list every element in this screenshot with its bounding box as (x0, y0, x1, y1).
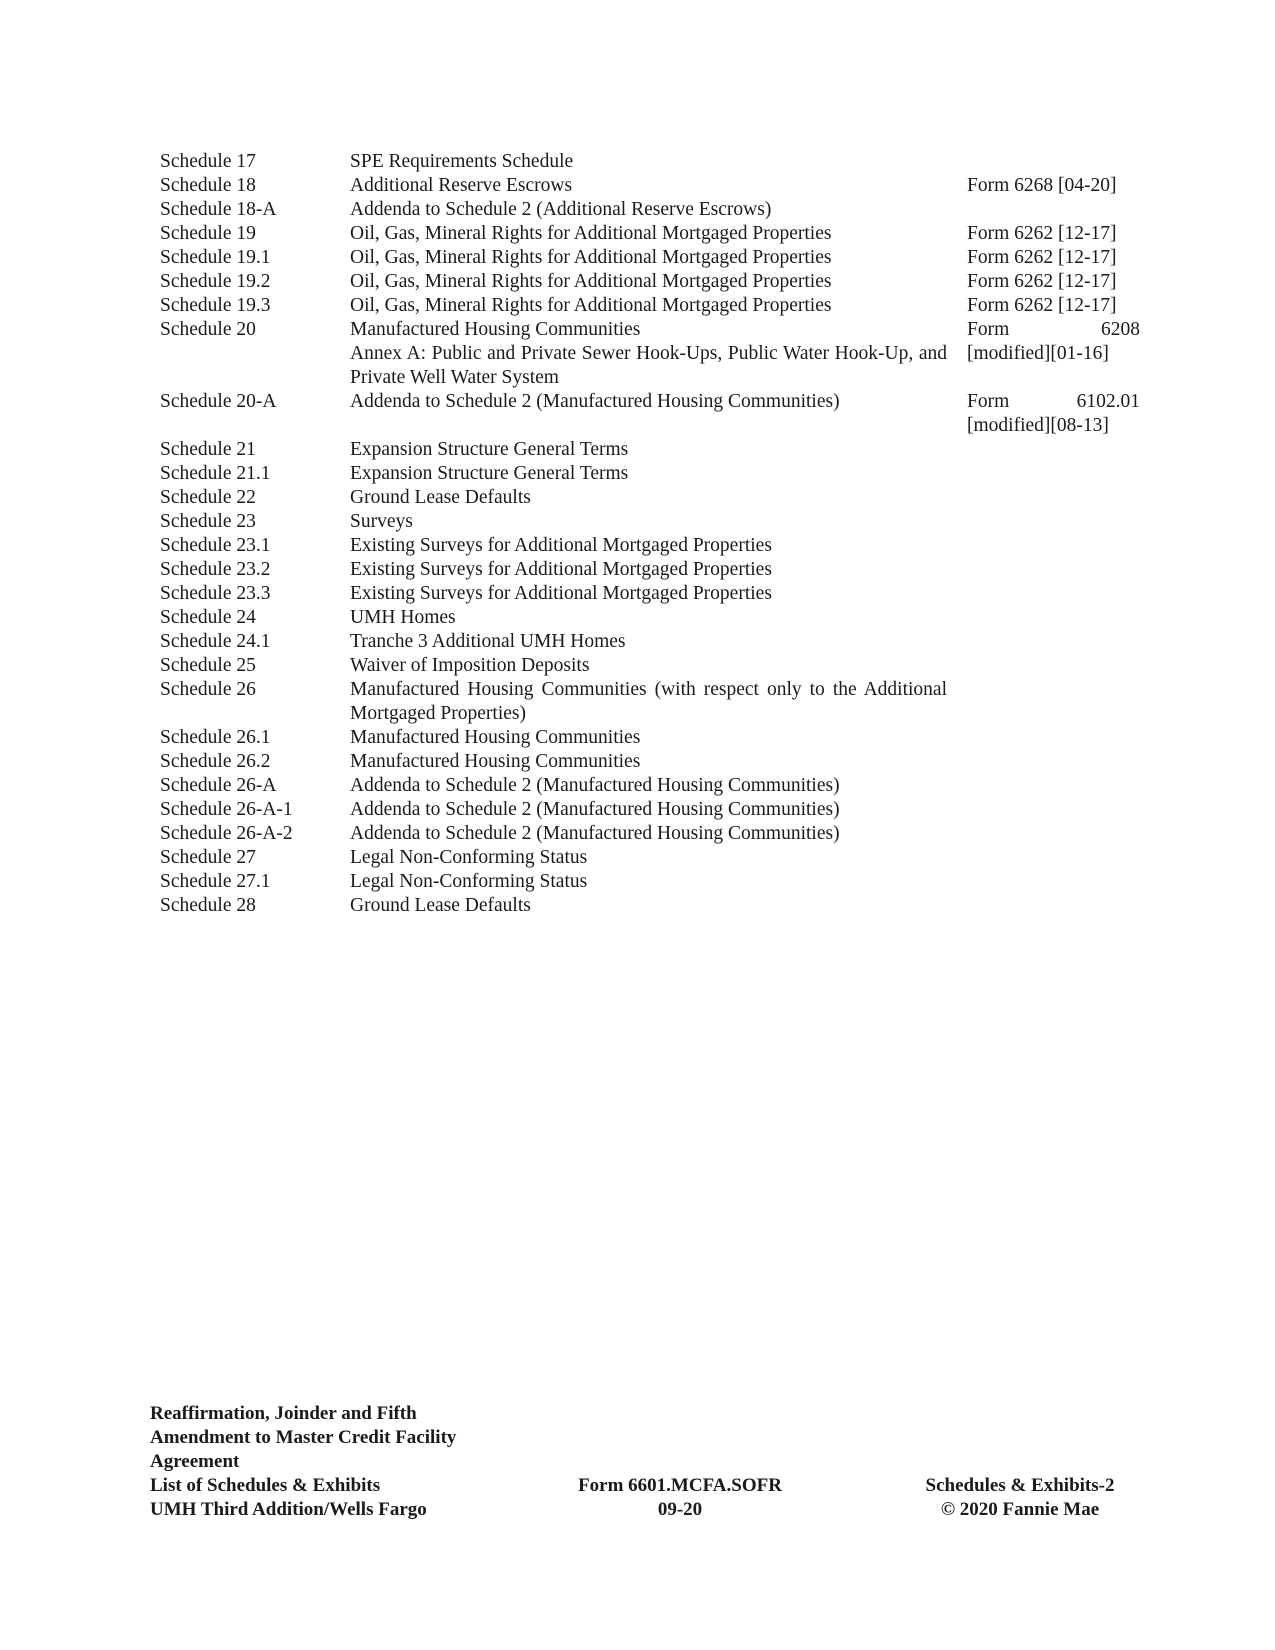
schedule-number: Schedule 26 (160, 679, 256, 700)
schedule-title: Ground Lease Defaults (350, 895, 531, 916)
schedule-form: Form 6262 [12-17] (967, 295, 1117, 316)
footer-title-line: Agreement (150, 1451, 240, 1472)
table-row (160, 462, 1140, 486)
schedule-form-label: Form (967, 319, 1010, 340)
schedule-number: Schedule 18 (160, 175, 256, 196)
table-row (160, 150, 1140, 174)
schedule-form-line (967, 318, 1140, 342)
schedule-form: Form 6262 [12-17] (967, 271, 1117, 292)
footer-copyright: © 2020 Fannie Mae (940, 1499, 1100, 1520)
table-row (160, 870, 1140, 894)
schedule-title: Existing Surveys for Additional Mortgaged Properties (350, 583, 772, 604)
schedule-number: Schedule 17 (160, 151, 256, 172)
footer-section-name: List of Schedules & Exhibits (150, 1475, 381, 1496)
footer-form-info (560, 1474, 800, 1522)
schedule-title: Addenda to Schedule 2 (Manufactured Housing Communities) (350, 823, 840, 844)
schedule-title: Waiver of Imposition Deposits (350, 655, 590, 676)
table-row (160, 654, 1140, 678)
schedule-form (967, 462, 1140, 486)
schedule-number: Schedule 27.1 (160, 871, 271, 892)
table-row (160, 270, 1140, 294)
schedule-annex-title: Annex A: Public and Private Sewer Hook-Ups, Public Water Hook-Up, and Private Well Water System (350, 343, 947, 388)
schedule-number: Schedule 26-A-2 (160, 823, 293, 844)
schedule-title: Legal Non-Conforming Status (350, 871, 588, 892)
schedule-title: Addenda to Schedule 2 (Manufactured Housing Communities) (350, 799, 840, 820)
schedule-number: Schedule 26.2 (160, 751, 271, 772)
schedule-form (967, 654, 1140, 678)
schedule-number: Schedule 20 (160, 319, 256, 340)
table-row (160, 174, 1140, 198)
schedule-form-date: [modified][08-13] (967, 415, 1109, 436)
table-row (160, 222, 1140, 246)
schedule-form (967, 318, 1140, 390)
table-row (160, 678, 1140, 726)
schedule-form (967, 486, 1140, 510)
footer-title-line: Amendment to Master Credit Facility (150, 1427, 457, 1448)
schedule-form (967, 798, 1140, 822)
schedule-title: Addenda to Schedule 2 (Manufactured Housing Communities) (350, 391, 840, 412)
schedule-number: Schedule 26-A (160, 775, 277, 796)
table-row (160, 750, 1140, 774)
table-row (160, 246, 1140, 270)
schedule-title: Expansion Structure General Terms (350, 463, 629, 484)
schedule-number: Schedule 23.2 (160, 559, 271, 580)
schedule-title: Manufactured Housing Communities (350, 727, 641, 748)
table-row (160, 822, 1140, 846)
schedule-title-line: Manufactured Housing Communities (350, 319, 641, 340)
schedule-form (967, 894, 1140, 918)
schedule-number: Schedule 19.3 (160, 295, 271, 316)
schedule-number: Schedule 25 (160, 655, 256, 676)
schedule-title: Surveys (350, 511, 413, 532)
schedule-number: Schedule 19.1 (160, 247, 271, 268)
schedule-number: Schedule 23.3 (160, 583, 271, 604)
page-footer (150, 1402, 1140, 1532)
schedule-number: Schedule 19.2 (160, 271, 271, 292)
table-row (160, 582, 1140, 606)
table-row (160, 486, 1140, 510)
schedule-title: Manufactured Housing Communities (with respect only to the Additional Mortgaged Properties) (350, 679, 947, 724)
schedule-form (967, 438, 1140, 462)
table-row (160, 390, 1140, 438)
table-row (160, 198, 1140, 222)
footer-page-info (900, 1474, 1140, 1522)
table-row (160, 774, 1140, 798)
schedule-number: Schedule 24 (160, 607, 256, 628)
schedule-number: Schedule 28 (160, 895, 256, 916)
schedule-number: Schedule 26.1 (160, 727, 271, 748)
schedule-form: Form 6262 [12-17] (967, 223, 1117, 244)
table-row (160, 630, 1140, 654)
schedule-form (967, 390, 1140, 438)
schedule-title: Legal Non-Conforming Status (350, 847, 588, 868)
footer-page-number: Schedules & Exhibits-2 (925, 1475, 1115, 1496)
schedule-form (967, 558, 1140, 582)
schedule-list (160, 150, 1140, 918)
schedule-form: Form 6262 [12-17] (967, 247, 1117, 268)
footer-document-title (150, 1402, 510, 1522)
schedule-form-date: [modified][01-16] (967, 343, 1109, 364)
schedule-form (967, 678, 1140, 726)
schedule-title: Ground Lease Defaults (350, 487, 531, 508)
table-row (160, 510, 1140, 534)
schedule-number: Schedule 22 (160, 487, 256, 508)
schedule-title: Tranche 3 Additional UMH Homes (350, 631, 626, 652)
schedule-form-line (967, 390, 1140, 414)
table-row (160, 438, 1140, 462)
footer-title-line: Reaffirmation, Joinder and Fifth (150, 1403, 417, 1424)
schedule-form (967, 606, 1140, 630)
schedule-title: UMH Homes (350, 607, 456, 628)
schedule-form-number: 6102.01 (1076, 391, 1140, 412)
schedule-title: Manufactured Housing Communities (350, 751, 641, 772)
schedule-form (967, 870, 1140, 894)
schedule-form-number: 6208 (1101, 319, 1140, 340)
schedule-form (967, 726, 1140, 750)
schedule-title: Oil, Gas, Mineral Rights for Additional Mortgaged Properties (350, 247, 832, 268)
schedule-title: Existing Surveys for Additional Mortgaged Properties (350, 535, 772, 556)
schedule-number: Schedule 27 (160, 847, 256, 868)
schedule-number: Schedule 19 (160, 223, 256, 244)
schedule-number: Schedule 21.1 (160, 463, 271, 484)
schedule-form (967, 150, 1140, 174)
table-row (160, 318, 1140, 390)
schedule-title: Oil, Gas, Mineral Rights for Additional Mortgaged Properties (350, 271, 832, 292)
schedule-form (967, 630, 1140, 654)
schedule-title: Addenda to Schedule 2 (Additional Reserve Escrows) (350, 199, 772, 220)
schedule-number: Schedule 20-A (160, 391, 277, 412)
table-row (160, 894, 1140, 918)
schedule-form (967, 198, 1140, 222)
table-row (160, 846, 1140, 870)
table-row (160, 534, 1140, 558)
schedule-form (967, 846, 1140, 870)
schedule-form: Form 6268 [04-20] (967, 175, 1117, 196)
schedule-title: SPE Requirements Schedule (350, 151, 574, 172)
schedule-form (967, 774, 1140, 798)
table-row (160, 726, 1140, 750)
schedule-title (350, 318, 967, 390)
schedule-number: Schedule 23 (160, 511, 256, 532)
schedule-form-label: Form (967, 391, 1010, 412)
footer-deal-name: UMH Third Addition/Wells Fargo (150, 1499, 427, 1520)
table-row (160, 294, 1140, 318)
schedule-number: Schedule 18-A (160, 199, 277, 220)
schedule-form (967, 822, 1140, 846)
schedule-title: Additional Reserve Escrows (350, 175, 573, 196)
schedule-title: Existing Surveys for Additional Mortgaged Properties (350, 559, 772, 580)
table-row (160, 798, 1140, 822)
schedule-number: Schedule 26-A-1 (160, 799, 293, 820)
schedule-title: Oil, Gas, Mineral Rights for Additional Mortgaged Properties (350, 295, 832, 316)
table-row (160, 606, 1140, 630)
schedule-title: Expansion Structure General Terms (350, 439, 629, 460)
schedule-title: Oil, Gas, Mineral Rights for Additional Mortgaged Properties (350, 223, 832, 244)
footer-form-date: 09-20 (657, 1499, 703, 1520)
schedule-number: Schedule 21 (160, 439, 256, 460)
schedule-form (967, 510, 1140, 534)
footer-form-number: Form 6601.MCFA.SOFR (578, 1475, 782, 1496)
schedule-number: Schedule 23.1 (160, 535, 271, 556)
schedule-form (967, 750, 1140, 774)
table-row (160, 558, 1140, 582)
schedule-number: Schedule 24.1 (160, 631, 271, 652)
schedule-form (967, 582, 1140, 606)
schedule-form (967, 534, 1140, 558)
schedule-title: Addenda to Schedule 2 (Manufactured Housing Communities) (350, 775, 840, 796)
